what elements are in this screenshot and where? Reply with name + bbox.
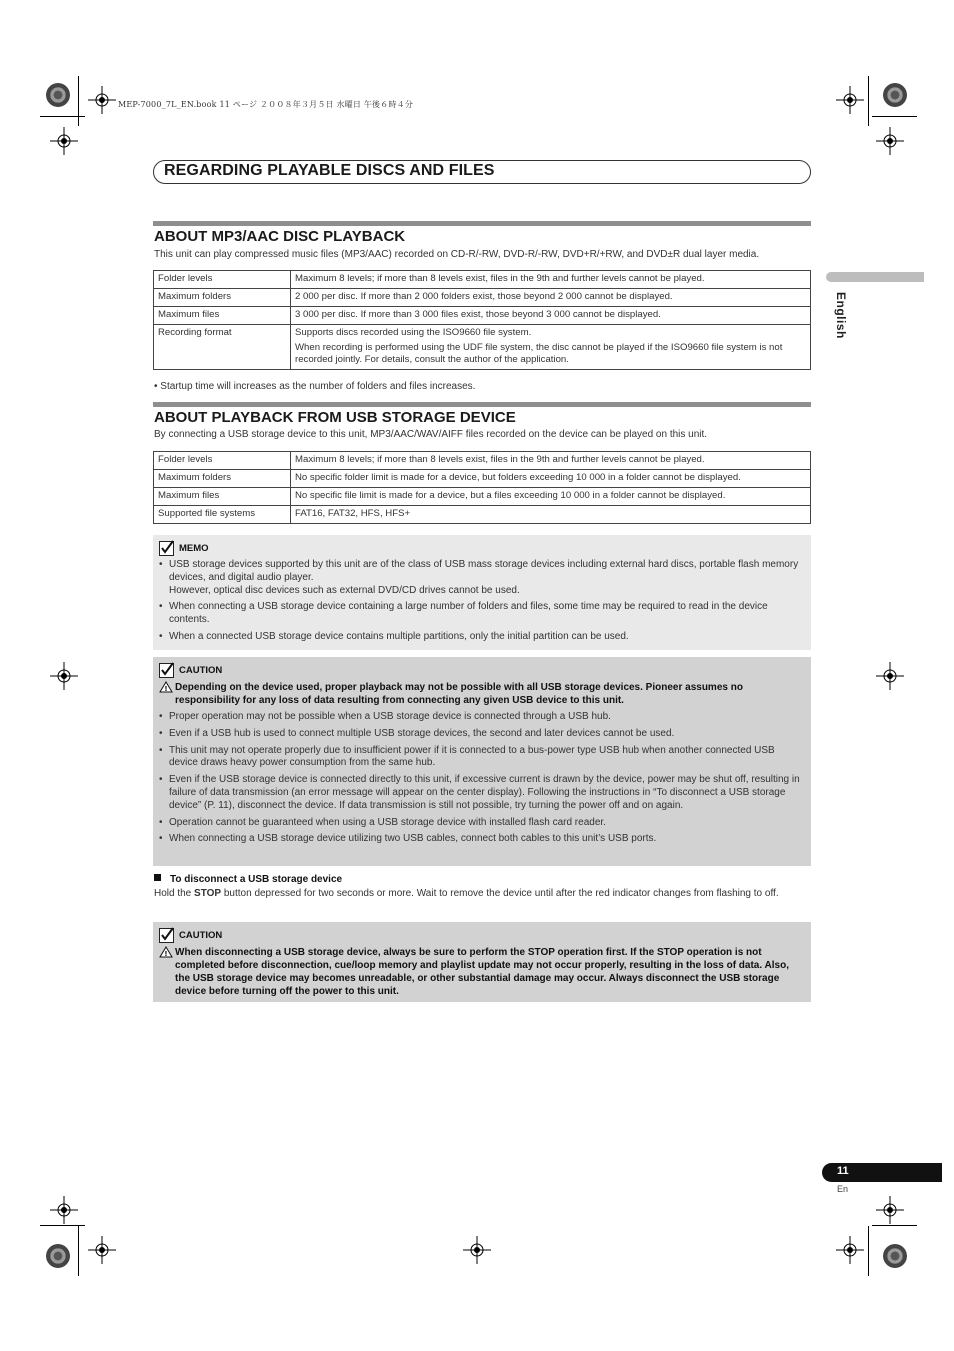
language-tab bbox=[826, 272, 924, 282]
crosshair-mark bbox=[88, 1236, 116, 1264]
table-row bbox=[154, 325, 811, 370]
table-value: FAT16, FAT32, HFS, HFS+ bbox=[291, 506, 811, 524]
page-number: 11 bbox=[837, 1165, 849, 1177]
color-registration-mark bbox=[883, 1244, 907, 1268]
crosshair-mark bbox=[463, 1236, 491, 1264]
list-item: • When connecting a USB storage device utilizing two USB cables, connect both cables to this unit’s USB ports. bbox=[159, 833, 805, 846]
list-item: • USB storage devices supported by this unit are of the class of USB mass storage devices including external hard discs, portable flash memory devices, and digital audio player. However, optical disc devices such as external DVD/CD drives cannot be used. bbox=[159, 559, 805, 597]
color-registration-mark bbox=[46, 1244, 70, 1268]
bullet: • bbox=[154, 381, 161, 392]
color-registration-mark bbox=[883, 83, 907, 107]
crop-line bbox=[78, 76, 79, 126]
table-key: Maximum folders bbox=[154, 470, 291, 488]
table-key: Supported file systems bbox=[154, 506, 291, 524]
caution-heading bbox=[159, 928, 222, 943]
startup-note bbox=[154, 381, 475, 392]
warning-triangle-icon bbox=[159, 946, 173, 958]
book-header: MEP-7000_7L_EN.book 11 ページ ２００８年３月５日 水曜日 午後６時４分 bbox=[118, 100, 414, 109]
crop-line bbox=[868, 76, 869, 126]
caution-heading bbox=[159, 663, 222, 678]
check-icon bbox=[159, 663, 174, 678]
table-key: Maximum folders bbox=[154, 289, 291, 307]
table-row bbox=[154, 307, 811, 325]
section-divider bbox=[153, 402, 811, 407]
crosshair-mark bbox=[836, 1236, 864, 1264]
table-value-line: Supports discs recorded using the ISO9660 file system. bbox=[295, 327, 532, 338]
svg-text:!: ! bbox=[164, 685, 168, 693]
table-value bbox=[291, 325, 811, 370]
caution-list bbox=[159, 711, 805, 850]
table-row bbox=[154, 488, 811, 506]
crop-line bbox=[40, 116, 85, 117]
crosshair-mark bbox=[50, 1196, 78, 1224]
page-title: REGARDING PLAYABLE DISCS AND FILES bbox=[164, 162, 495, 179]
table-row bbox=[154, 452, 811, 470]
section-heading-usb: ABOUT PLAYBACK FROM USB STORAGE DEVICE bbox=[154, 409, 516, 426]
crop-line bbox=[872, 1225, 917, 1226]
crosshair-mark bbox=[836, 86, 864, 114]
table-value: Maximum 8 levels; if more than 8 levels exist, files in the 9th and further levels cannot be played. bbox=[291, 452, 811, 470]
caution-label: CAUTION bbox=[179, 930, 223, 941]
check-icon bbox=[159, 928, 174, 943]
table-value: 3 000 per disc. If more than 3 000 files exist, those beyond 3 000 cannot be displayed. bbox=[291, 307, 811, 325]
usb-spec-table bbox=[153, 451, 811, 524]
crosshair-mark bbox=[50, 662, 78, 690]
stop-button-name: STOP bbox=[194, 888, 222, 899]
crop-line bbox=[872, 116, 917, 117]
caution-warning bbox=[159, 681, 803, 707]
caution-warning-text: Depending on the device used, proper playback may not be possible with all USB storage devices. Pioneer assumes no responsibility for any loss of data resulting from connecting any given USB device to this unit. bbox=[175, 682, 743, 706]
crosshair-mark bbox=[876, 1196, 904, 1224]
section-intro-mp3: This unit can play compressed music files (MP3/AAC) recorded on CD-R/-RW, DVD-R/-RW, DVD+R/+RW, and DVD±R dual layer media. bbox=[154, 249, 760, 260]
list-item: • When connecting a USB storage device containing a large number of folders and files, some time may be required to read in the device contents. bbox=[159, 601, 805, 627]
caution-box bbox=[153, 922, 811, 1002]
list-item: • Even if the USB storage device is connected directly to this unit, if excessive current is drawn by the device, power may be shut off, resulting in failure of data transmission (an error message will appear on the center display). Following the instructions in “To disconnect a USB storage device” (P. 11), disconnect the device. If data transmission is still not possible, try turning the power off and on again. bbox=[159, 774, 805, 812]
startup-note-text: Startup time will increases as the number of folders and files increases. bbox=[160, 381, 476, 392]
crosshair-mark bbox=[876, 127, 904, 155]
crop-line bbox=[40, 1225, 85, 1226]
table-key: Folder levels bbox=[154, 271, 291, 289]
list-item: • Even if a USB hub is used to connect multiple USB storage devices, the second and later devices cannot be used. bbox=[159, 728, 805, 741]
list-item: • Operation cannot be guaranteed when using a USB storage device with installed flash card reader. bbox=[159, 817, 805, 830]
memo-box bbox=[153, 535, 811, 650]
crosshair-mark bbox=[876, 662, 904, 690]
table-row bbox=[154, 289, 811, 307]
table-key: Folder levels bbox=[154, 452, 291, 470]
table-key: Recording format bbox=[154, 325, 291, 370]
list-item: • This unit may not operate properly due to insufficient power if it is connected to a bus-power type USB hub when another connected USB device draws heavy power consumption from the same hub. bbox=[159, 745, 805, 771]
crosshair-mark bbox=[50, 127, 78, 155]
caution-warning-text: When disconnecting a USB storage device, always be sure to perform the STOP operation first. If the STOP operation is not completed before disconnection, cue/loop memory and playlist update may not occur properly, resulting in the loss of data. Also, the USB storage device may becomes unreadable, or other substantial damage may occur. Always disconnect the USB storage device before turning off the power to this unit. bbox=[175, 947, 789, 997]
list-item: • Proper operation may not be possible when a USB storage device is connected through a USB hub. bbox=[159, 711, 805, 724]
caution-box bbox=[153, 657, 811, 866]
table-value: No specific file limit is made for a device, but a files exceeding 10 000 in a folder cannot be displayed. bbox=[291, 488, 811, 506]
table-row bbox=[154, 470, 811, 488]
memo-label: MEMO bbox=[179, 543, 209, 554]
crop-line bbox=[78, 1226, 79, 1276]
language-tab-label: English bbox=[834, 292, 848, 339]
square-bullet-icon bbox=[154, 874, 161, 881]
warning-triangle-icon bbox=[159, 681, 173, 693]
svg-text:!: ! bbox=[164, 950, 168, 958]
section-heading-mp3: ABOUT MP3/AAC DISC PLAYBACK bbox=[154, 228, 406, 245]
table-key: Maximum files bbox=[154, 307, 291, 325]
page-language: En bbox=[837, 1184, 849, 1194]
page-number-tab bbox=[822, 1163, 942, 1182]
table-value: 2 000 per disc. If more than 2 000 folders exist, those beyond 2 000 cannot be displayed. bbox=[291, 289, 811, 307]
check-icon bbox=[159, 541, 174, 556]
crosshair-mark bbox=[88, 86, 116, 114]
memo-heading bbox=[159, 541, 209, 556]
section-divider bbox=[153, 221, 811, 226]
table-value: No specific folder limit is made for a device, but folders exceeding 10 000 in a folder cannot be displayed. bbox=[291, 470, 811, 488]
caution-warning bbox=[159, 946, 803, 998]
table-row bbox=[154, 271, 811, 289]
color-registration-mark bbox=[46, 83, 70, 107]
table-key: Maximum files bbox=[154, 488, 291, 506]
caution-label: CAUTION bbox=[179, 665, 223, 676]
page-title-box bbox=[153, 160, 811, 184]
disconnect-heading: To disconnect a USB storage device bbox=[154, 874, 342, 885]
section-intro-usb: By connecting a USB storage device to this unit, MP3/AAC/WAV/AIFF files recorded on the device can be played on this unit. bbox=[154, 429, 708, 440]
list-item: • When a connected USB storage device contains multiple partitions, only the initial partition can be used. bbox=[159, 631, 805, 644]
mp3-spec-table bbox=[153, 270, 811, 370]
disconnect-text: Hold the STOP button depressed for two seconds or more. Wait to remove the device until after the red indicator changes from flashing to off. bbox=[154, 888, 779, 899]
table-value: Maximum 8 levels; if more than 8 levels exist, files in the 9th and further levels cannot be played. bbox=[291, 271, 811, 289]
memo-list bbox=[159, 559, 805, 648]
crop-line bbox=[868, 1226, 869, 1276]
table-value-line: When recording is performed using the UDF file system, the disc cannot be played if the ISO9660 file system is not recorded jointly. For details, consult the author of the application. bbox=[295, 342, 783, 365]
table-row bbox=[154, 506, 811, 524]
